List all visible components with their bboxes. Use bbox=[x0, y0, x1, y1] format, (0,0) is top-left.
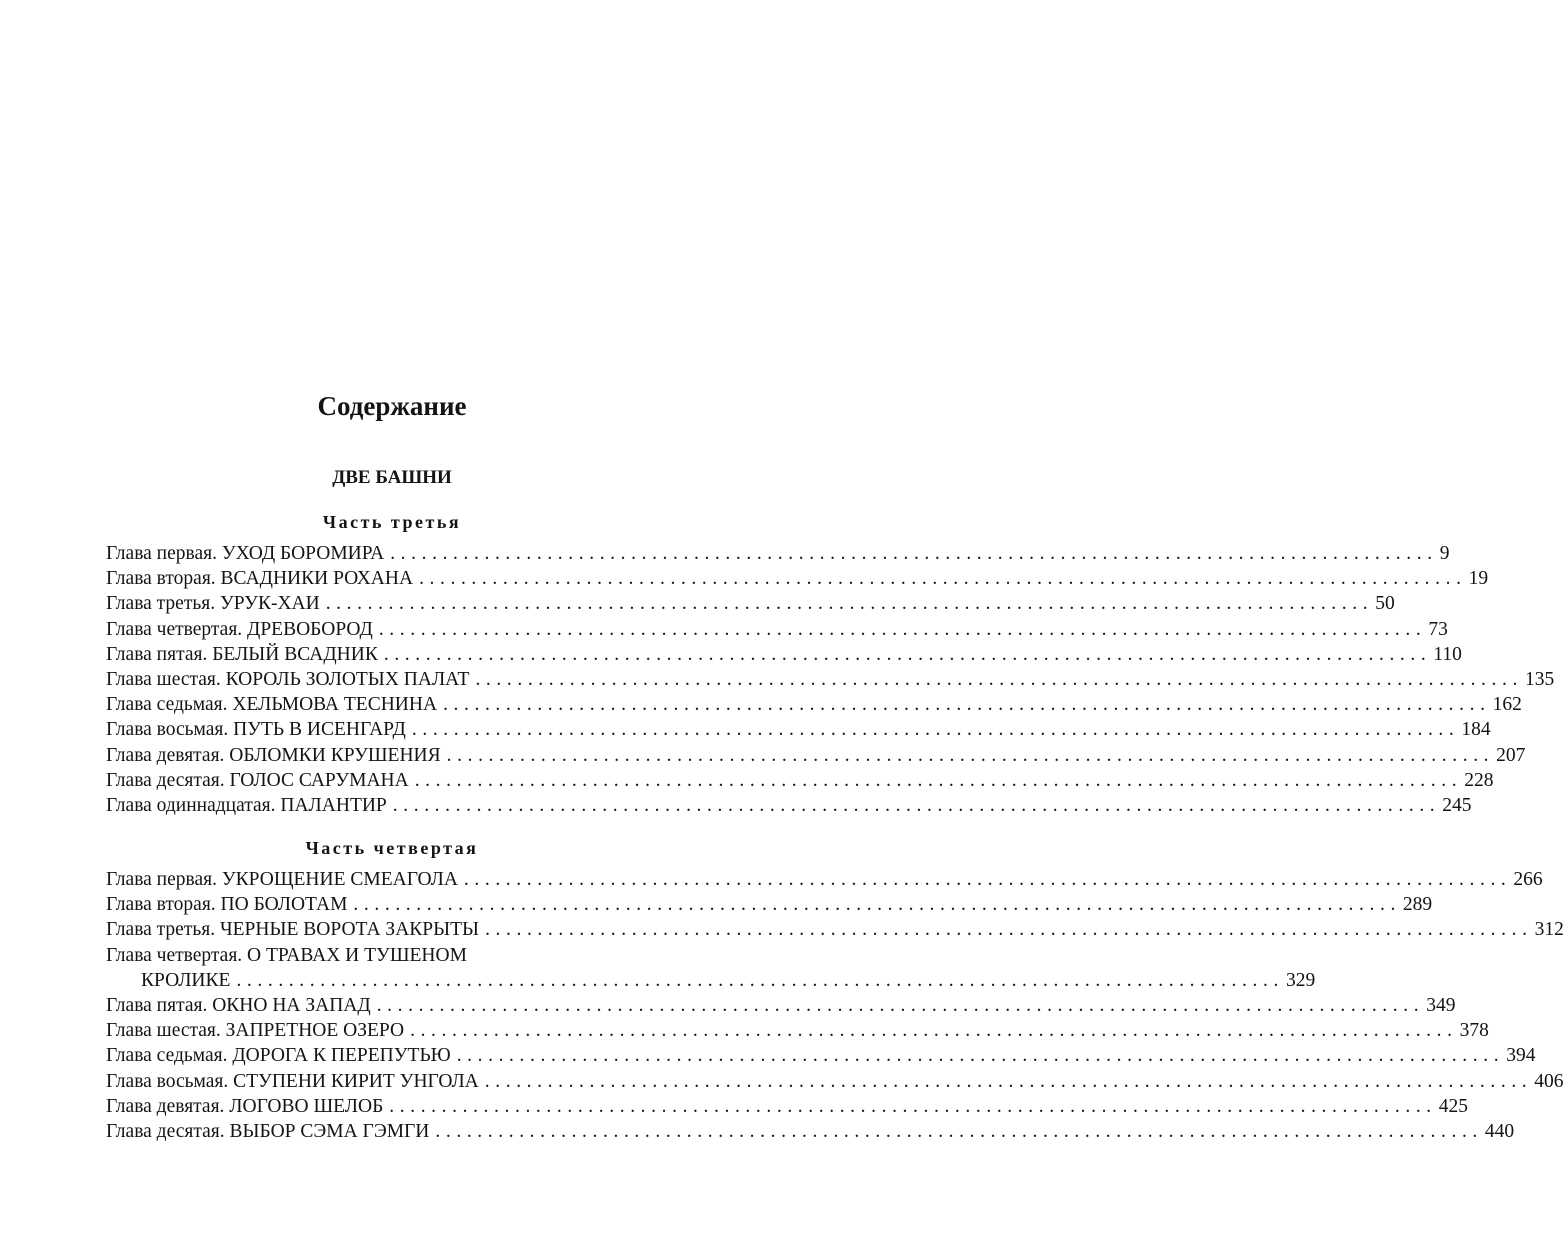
toc-entry-page: 9 bbox=[1439, 543, 1450, 564]
toc-entry[interactable] bbox=[106, 617, 1448, 642]
book-title: ДВЕ БАШНИ bbox=[332, 467, 452, 488]
toc-entry-page: 289 bbox=[1402, 894, 1433, 916]
toc-entry[interactable] bbox=[106, 1094, 1469, 1119]
toc-entry[interactable] bbox=[106, 667, 1555, 692]
toc-entry-page: 228 bbox=[1464, 769, 1494, 791]
toc-entry[interactable] bbox=[106, 692, 1522, 717]
toc-entry-title: Глава четвертая. ДРЕВОБОРОД bbox=[106, 618, 373, 640]
toc-entry[interactable] bbox=[106, 541, 1450, 566]
dot-leader: .................................................................................................... bbox=[485, 919, 1533, 941]
toc-entry-title: Глава одиннадцатая. ПАЛАНТИР bbox=[106, 794, 387, 816]
toc-entry-page: 394 bbox=[1506, 1045, 1536, 1067]
toc-entry[interactable] bbox=[106, 892, 1433, 917]
toc-entry-page: 184 bbox=[1461, 719, 1491, 741]
dot-leader: .................................................................................................... bbox=[378, 618, 1427, 640]
dot-leader: .................................................................................................... bbox=[475, 668, 1523, 690]
dot-leader: .................................................................................................... bbox=[414, 769, 1463, 791]
toc-entry-title: Глава первая. УКРОЩЕНИЕ СМЕАГОЛА bbox=[106, 869, 458, 890]
dot-leader: .................................................................................................... bbox=[446, 744, 1495, 766]
toc-entry-title-first-line[interactable]: Глава четвертая. О ТРАВАХ И ТУШЕНОМ bbox=[106, 944, 467, 966]
dot-leader: .................................................................................................... bbox=[383, 643, 1432, 665]
toc-entry[interactable] bbox=[106, 1018, 1489, 1043]
toc-entry[interactable] bbox=[106, 717, 1491, 742]
page-title: Содержание bbox=[317, 391, 467, 421]
toc-entry-page: 349 bbox=[1426, 994, 1456, 1016]
toc-entry-title: Глава седьмая. ДОРОГА К ПЕРЕПУТЬЮ bbox=[106, 1045, 451, 1067]
toc-entry[interactable] bbox=[106, 642, 1462, 667]
toc-entry-page: 135 bbox=[1524, 668, 1555, 690]
dot-leader: .................................................................................................... bbox=[411, 719, 1460, 741]
dot-leader: .................................................................................................... bbox=[389, 1095, 1437, 1117]
toc-entry[interactable] bbox=[106, 1069, 1564, 1094]
toc-entry-page: 312 bbox=[1534, 919, 1564, 941]
toc-entry[interactable] bbox=[106, 743, 1526, 768]
toc-entry-title: Глава пятая. ОКНО НА ЗАПАД bbox=[106, 994, 371, 1016]
part-heading-fourth: Часть четвертая bbox=[305, 838, 479, 858]
dot-leader: .................................................................................................... bbox=[456, 1045, 1505, 1067]
toc-entry[interactable] bbox=[106, 867, 1543, 892]
toc-list-part-four bbox=[106, 867, 1564, 1144]
toc-entry-page: 110 bbox=[1433, 643, 1462, 665]
toc-entry-title-continuation: КРОЛИКЕ bbox=[141, 969, 231, 991]
toc-entry-title: Глава вторая. ВСАДНИКИ РОХАНА bbox=[106, 568, 414, 590]
toc-entry-title: Глава шестая. ЗАПРЕТНОЕ ОЗЕРО bbox=[106, 1020, 405, 1042]
toc-entry[interactable] bbox=[106, 591, 1395, 616]
dot-leader: .................................................................................................... bbox=[325, 593, 1374, 615]
toc-entry-title: Глава девятая. ЛОГОВО ШЕЛОБ bbox=[106, 1095, 384, 1117]
toc-entry-page: 425 bbox=[1438, 1095, 1469, 1117]
toc-entry[interactable] bbox=[106, 793, 1472, 818]
toc-list-part-three bbox=[106, 541, 1555, 818]
toc-entry-title: Глава шестая. КОРОЛЬ ЗОЛОТЫХ ПАЛАТ bbox=[106, 668, 470, 690]
toc-entry-title: Глава восьмая. ПУТЬ В ИСЕНГАРД bbox=[106, 719, 406, 741]
toc-entry[interactable] bbox=[106, 968, 1316, 993]
toc-entry[interactable] bbox=[106, 993, 1456, 1018]
toc-entry-page: 162 bbox=[1492, 694, 1522, 716]
part-heading-third: Часть третья bbox=[322, 512, 462, 532]
dot-leader: .................................................................................................... bbox=[484, 1070, 1533, 1092]
toc-entry-title: Глава девятая. ОБЛОМКИ КРУШЕНИЯ bbox=[106, 744, 441, 766]
toc-entry-page: 245 bbox=[1442, 794, 1472, 816]
toc-entry-title: Глава десятая. ВЫБОР СЭМА ГЭМГИ bbox=[106, 1120, 430, 1142]
toc-entry-page: 19 bbox=[1468, 568, 1489, 590]
toc-entry-title: Глава третья. ЧЕРНЫЕ ВОРОТА ЗАКРЫТЫ bbox=[106, 919, 480, 941]
toc-entry-page: 50 bbox=[1375, 593, 1395, 615]
dot-leader: .................................................................................................... bbox=[463, 869, 1512, 890]
toc-entry-title: Глава третья. УРУК-ХАИ bbox=[106, 593, 320, 615]
toc-entry-page: 440 bbox=[1484, 1120, 1515, 1142]
toc-entry[interactable] bbox=[106, 1043, 1536, 1068]
toc-entry-page: 266 bbox=[1513, 869, 1543, 890]
toc-entry-title: Глава вторая. ПО БОЛОТАМ bbox=[106, 894, 348, 916]
dot-leader: .................................................................................................... bbox=[443, 694, 1491, 716]
toc-entry-page: 207 bbox=[1496, 744, 1526, 766]
toc-entry-title: Глава первая. УХОД БОРОМИРА bbox=[106, 543, 385, 564]
toc-entry-page: 73 bbox=[1428, 618, 1448, 640]
toc-entry-title: Глава седьмая. ХЕЛЬМОВА ТЕСНИНА bbox=[106, 694, 438, 716]
toc-entry-page: 406 bbox=[1534, 1070, 1564, 1092]
toc-entry-page: 329 bbox=[1285, 969, 1316, 991]
dot-leader: .................................................................................................... bbox=[410, 1020, 1458, 1042]
toc-entry[interactable] bbox=[106, 917, 1564, 942]
toc-entry[interactable] bbox=[106, 566, 1489, 591]
toc-entry-page: 378 bbox=[1459, 1020, 1489, 1042]
dot-leader: .................................................................................................... bbox=[435, 1120, 1483, 1142]
toc-entry-title: Глава восьмая. СТУПЕНИ КИРИТ УНГОЛА bbox=[106, 1070, 479, 1092]
dot-leader: .................................................................................................... bbox=[376, 994, 1425, 1016]
dot-leader: .................................................................................................... bbox=[390, 543, 1438, 564]
toc-entry[interactable] bbox=[106, 768, 1494, 793]
dot-leader: .................................................................................................... bbox=[236, 969, 1284, 991]
dot-leader: .................................................................................................... bbox=[392, 794, 1441, 816]
dot-leader: .................................................................................................... bbox=[353, 894, 1401, 916]
toc-entry-title: Глава пятая. БЕЛЫЙ ВСАДНИК bbox=[106, 643, 378, 665]
toc-entry[interactable] bbox=[106, 1119, 1515, 1144]
toc-entry-title: Глава десятая. ГОЛОС САРУМАНА bbox=[106, 769, 409, 791]
dot-leader: .................................................................................................... bbox=[419, 568, 1467, 590]
